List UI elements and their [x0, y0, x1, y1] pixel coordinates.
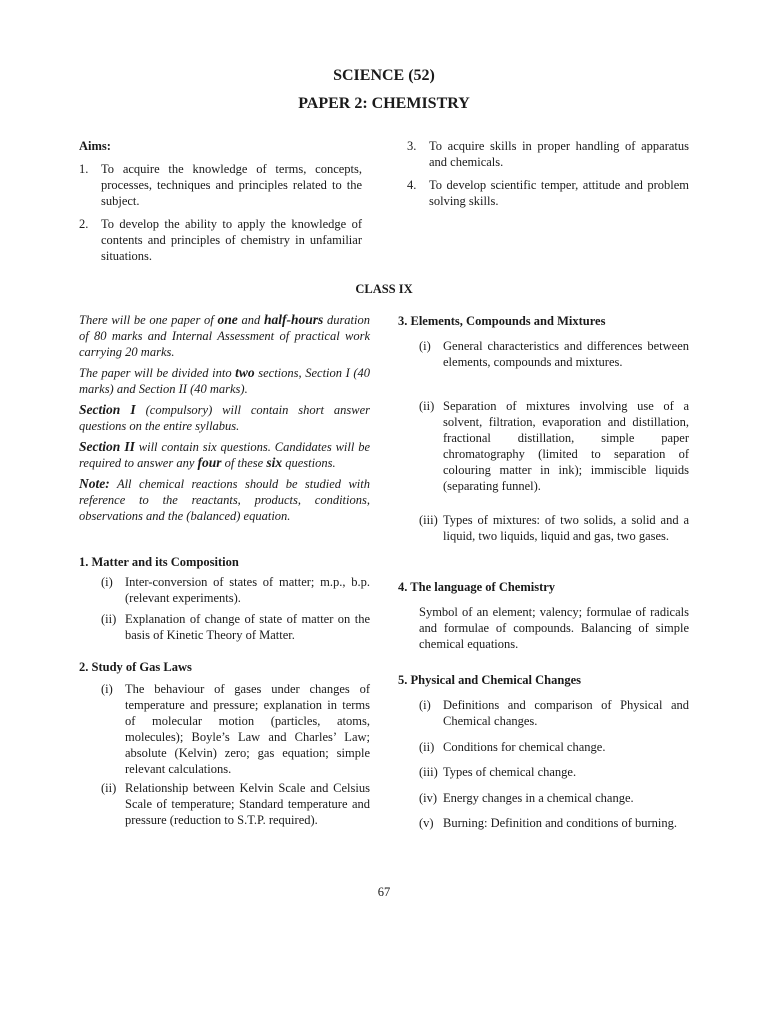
aim-number: 4.	[407, 178, 417, 192]
section-heading-5: 5. Physical and Chemical Changes	[398, 673, 582, 687]
list-item: (i) Inter-conversion of states of matter; m.p., b.p. (relevant experiments).	[101, 575, 370, 605]
page-number: 67	[377, 885, 391, 899]
aim-item	[407, 138, 689, 170]
page-title: SCIENCE (52)	[333, 67, 435, 84]
section-heading-1: 1. Matter and its Composition	[79, 555, 239, 569]
aim-item	[79, 216, 362, 264]
aim-text: To acquire skills in proper handling of apparatus and chemicals.	[429, 139, 689, 169]
section-body: Symbol of an element; valency; formulae of radicals and formulae of compounds. Balancing of simple chemical equations.	[419, 605, 689, 651]
list-item: (ii) Separation of mixtures involving use of a solvent, filtration, evaporation and distillation, fractional distillation, simple paper chromatography (limited to separation of colouring matter in ink); immiscible liquids (separating funnel).	[419, 399, 689, 493]
intro-duration: There will be one paper of one and half-hours duration of 80 marks and Internal Assessment of practical work carrying 20 marks.	[79, 312, 370, 359]
paper-intro	[79, 312, 370, 524]
aims-heading: Aims:	[79, 139, 111, 153]
section-heading-4: 4. The language of Chemistry	[398, 580, 556, 594]
list-item: (i) The behaviour of gases under changes of temperature and pressure; explanation in terms of molecular motion (particles, atoms, molecules); Boyle’s Law and Charles’ Law; absolute (Kelvin) zero; gas equation; simple relevant calculations.	[101, 682, 370, 776]
list-item: (v) Burning: Definition and conditions of burning.	[419, 816, 678, 830]
list-item: (ii) Explanation of change of state of matter on the basis of Kinetic Theory of Matter.	[101, 612, 370, 642]
class-heading: CLASS IX	[355, 282, 413, 296]
intro-section-two: Section II will contain six questions. Candidates will be required to answer any four of these six questions.	[79, 439, 370, 470]
intro-note: Note: All chemical reactions should be studied with reference to the reactants, products, conditions, observations and the (balanced) equation.	[79, 476, 370, 523]
aim-text: To develop scientific temper, attitude and problem solving skills.	[429, 178, 689, 208]
list-item: (iii) Types of chemical change.	[419, 765, 577, 779]
list-item: (iii) Types of mixtures: of two solids, a solid and a liquid, two liquids, liquid and gas, two gases.	[419, 513, 689, 543]
aim-text: To develop the ability to apply the knowledge of contents and principles of chemistry in unfamiliar situations.	[101, 217, 362, 263]
list-item: (ii) Relationship between Kelvin Scale and Celsius Scale of temperature; Standard temperature and pressure (reduction to S.T.P. required).	[101, 781, 370, 827]
list-item: (i) General characteristics and differences between elements, compounds and mixtures.	[419, 339, 689, 369]
list-item: (ii) Conditions for chemical change.	[419, 740, 606, 754]
section-heading-2: 2. Study of Gas Laws	[79, 660, 192, 674]
aim-item	[407, 177, 689, 209]
aim-number: 2.	[79, 217, 89, 231]
section-heading-3: 3. Elements, Compounds and Mixtures	[398, 314, 606, 328]
aim-number: 3.	[407, 139, 417, 153]
page-subtitle: PAPER 2: CHEMISTRY	[298, 95, 470, 112]
aim-item	[79, 161, 362, 209]
list-item: (iv) Energy changes in a chemical change.	[419, 791, 634, 805]
intro-section-one: Section I (compulsory) will contain short answer questions on the entire syllabus.	[79, 402, 371, 433]
aim-text: To acquire the knowledge of terms, concepts, processes, techniques and principles related to the subject.	[101, 162, 362, 208]
aim-number: 1.	[79, 162, 89, 176]
list-item: (i) Definitions and comparison of Physical and Chemical changes.	[419, 698, 689, 728]
intro-sections: The paper will be divided into two sections, Section I (40 marks) and Section II (40 marks).	[79, 365, 370, 396]
